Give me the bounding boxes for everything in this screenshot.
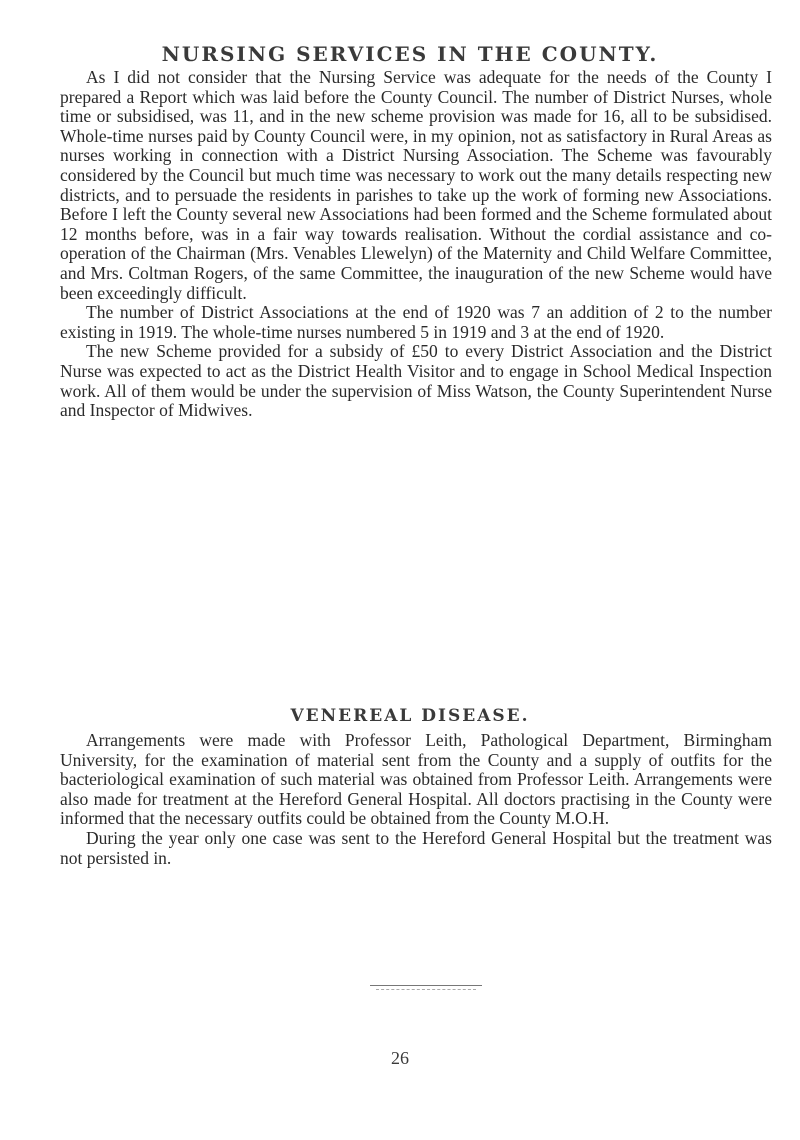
- section-heading-nursing-services: NURSING SERVICES IN THE COUNTY.: [161, 42, 659, 66]
- paragraph: As I did not consider that the Nursing Service was adequate for the needs of the County I prepared a Report which was laid before the County Council. The number of District Nurses, whole time or subsidised, was 11, and in the new scheme provision was made for 16, all to be subsidised. Whole-time nurses paid by County Council were, in my opinion, not as satisfactory in Rural Areas as nurses working in connection with a District Nursing Association. The Scheme was favourably considered by the Council but much time was necessary to work out the many details respecting new districts, and to persuade the residents in parishes to take up the work of forming new Associations. Before I left the County several new Associations had been formed and the Scheme formulated about 12 months before, was in a fair way towards realisation. Without the cordial assistance and co-operation of the Chairman (Mrs. Venables Llewelyn) of the Maternity and Child Welfare Committee, and Mrs. Coltman Rogers, of the same Committee, the inauguration of the new Scheme would have been exceedingly difficult.: [60, 67, 772, 303]
- page-number: 26: [391, 1048, 409, 1068]
- venereal-disease-body: [60, 731, 772, 868]
- paragraph: The number of District Associations at the end of 1920 was 7 an addition of 2 to the number existing in 1919. The whole-time nurses numbered 5 in 1919 and 3 at the end of 1920.: [60, 302, 772, 342]
- paragraph: Arrangements were made with Professor Leith, Pathological Department, Birmingham University, for the examination of material sent from the County and a supply of outfits for the bacteriological examination of such material was obtained from Professor Leith. Arrangements were also made for treatment at the Hereford General Hospital. All doctors practising in the County were informed that the necessary outfits could be obtained from the County M.O.H.: [60, 730, 772, 829]
- paragraph: The new Scheme provided for a subsidy of £50 to every District Association and the District Nurse was expected to act as the District Health Visitor and to engage in School Medical Inspection work. All of them would be under the supervision of Miss Watson, the County Superintendent Nurse and Inspector of Midwives.: [60, 341, 772, 421]
- divider-rule-dashed: [376, 989, 476, 990]
- nursing-services-body: [60, 68, 772, 421]
- paragraph: During the year only one case was sent to the Hereford General Hospital but the treatment was not persisted in.: [60, 827, 772, 868]
- divider-rule: [370, 985, 482, 986]
- section-heading-venereal-disease: VENEREAL DISEASE.: [290, 706, 530, 726]
